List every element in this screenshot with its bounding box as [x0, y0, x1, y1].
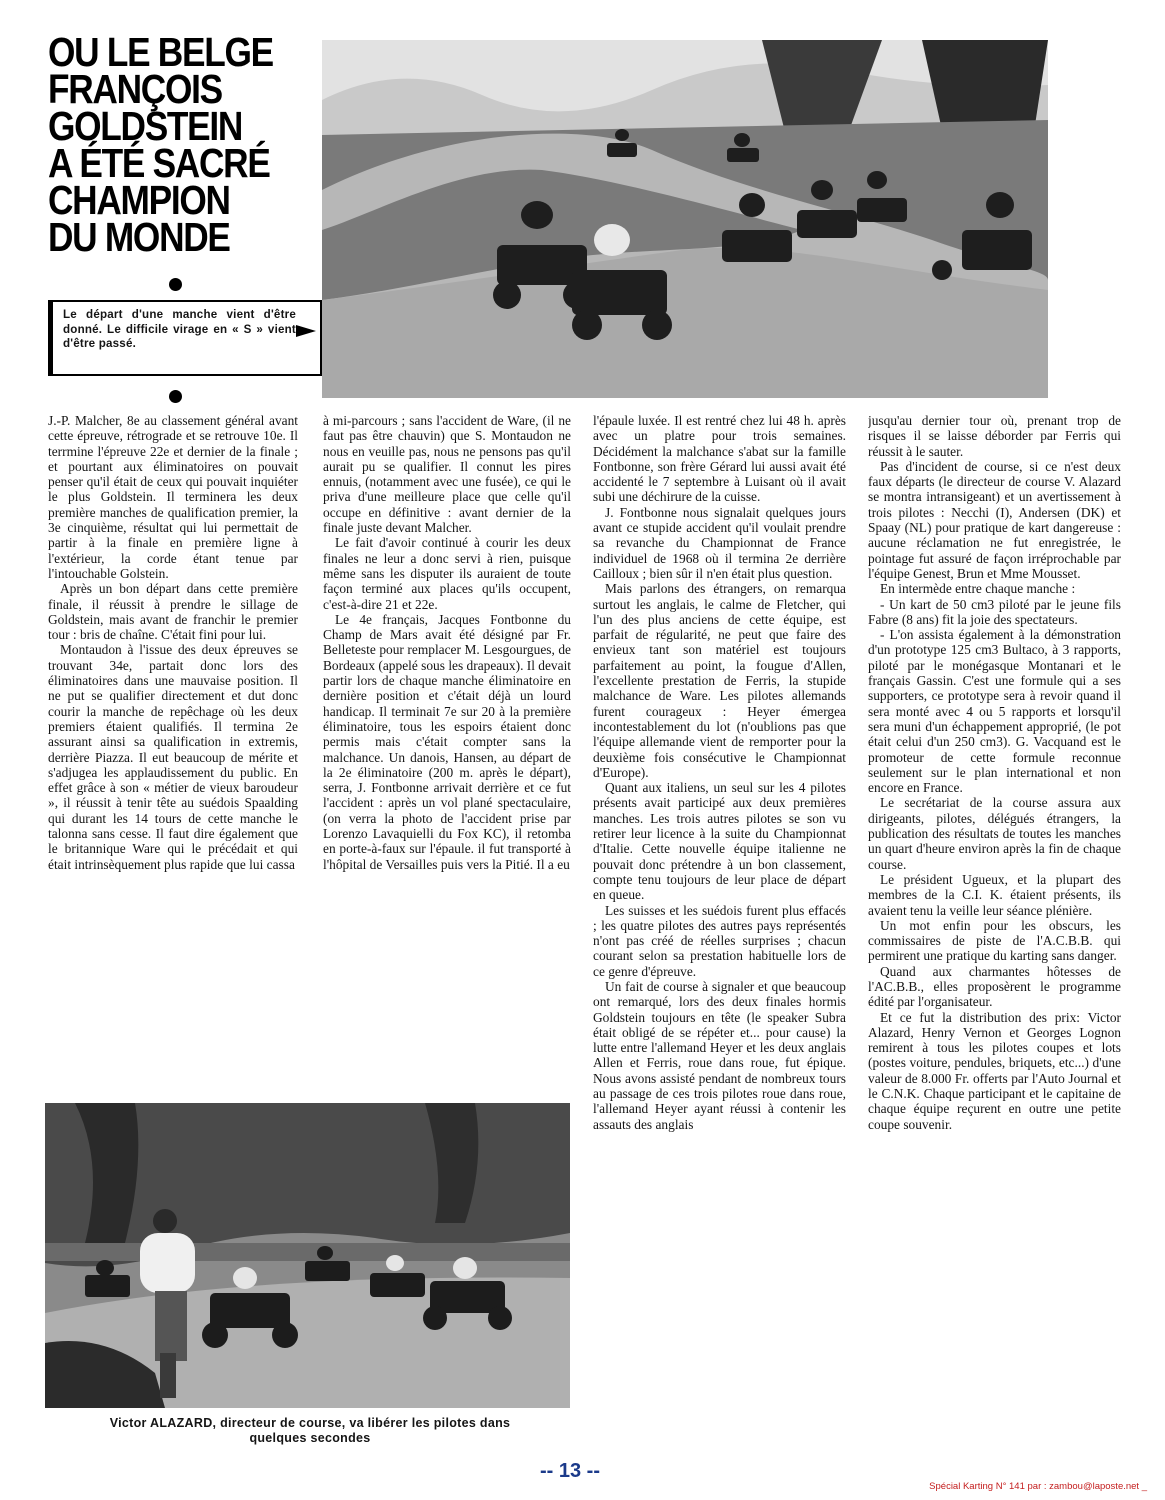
- caption-line: Victor ALAZARD, directeur de course, va libérer les pilotes dans: [109, 1416, 511, 1430]
- headline-line: GOLDSTEIN: [48, 103, 243, 149]
- headline-line: A ÉTÉ SACRÉ: [48, 140, 270, 186]
- arrow-right-icon: [296, 325, 316, 337]
- article-column-4: [868, 413, 1121, 1443]
- paragraph: Quant aux italiens, un seul sur les 4 pilotes présents avait participé aux deux premières manches. Les trois autres pilotes se son vu retirer leur licence à la suite du Championnat d'Italie. Cette nouvelle équipe italienne ne pouvait donc prétendre à un bon classement, compte tenu toujours de leur place de départ en queue.: [593, 780, 846, 903]
- headline-line: FRANÇOIS: [48, 66, 222, 112]
- article-column-2: [323, 413, 571, 1085]
- paragraph: J.-P. Malcher, 8e au classement général avant cette épreuve, rétrograde et se retrouve 10e. Il terrmine l'épreuve 22e et dernier de la finale ; et pourtant aux éliminatoires on pouvait penser qu'il était de ceux qui pouvait inquiéter le plus Goldstein. Il terminera les deux première manches de qualification premier, la 3e cinquième, résultat qui lui permettait de partir à la finale en première ligne à l'extérieur, la corde étant tenue par l'intouchable Golstein.: [48, 413, 298, 581]
- article-column-1: [48, 413, 298, 1085]
- bullet-dot-icon: [169, 390, 182, 403]
- headline-line: DU MONDE: [48, 214, 230, 260]
- article-column-3: [593, 413, 846, 1443]
- paragraph: jusqu'au dernier tour où, prenant trop de risques il se laisse déborder par Ferris qui réussit à le sauter.: [868, 413, 1121, 459]
- top-race-photo: [322, 40, 1048, 398]
- paragraph: Et ce fut la distribution des prix: Victor Alazard, Henry Vernon et Georges Lognon remirent à tous les pilotes coupes et lots (postes voiture, pendules, briquets, etc...) d'une valeur de 8.000 Fr. offerts par l'Auto Journal et le C.N.K. Chaque participant et le capitaine de chaque équipe reçurent en outre une petite coupe souvenir.: [868, 1009, 1121, 1132]
- page-number: -- 13 --: [540, 1460, 600, 1482]
- bottom-race-photo: [45, 1103, 570, 1408]
- paragraph: - Un kart de 50 cm3 piloté par le jeune fils Fabre (8 ans) fit la joie des spectateurs.: [868, 596, 1121, 627]
- paragraph: Le fait d'avoir continué à courir les deux finales ne leur a donc servi à rien, puisque même sans les disputer ils auraient de toute façon terminé aux places qu'ils occupent, c'est-à-dire 21 et 22e.: [323, 535, 571, 612]
- bottom-photo-caption: [40, 1416, 580, 1446]
- paragraph: Un mot enfin pour les obscurs, les commissaires de piste de l'A.C.B.B. qui permirent une pratique du karting sans danger.: [868, 917, 1121, 964]
- headline-line: CHAMPION: [48, 177, 230, 223]
- paragraph: - L'on assista également à la démonstration d'un prototype 125 cm3 Bultaco, à 3 rapports, piloté par le monégasque Montanari et le français Gassin. C'est une formule qui a ses supporters, ce prototype sera à revoir quand il sera monté avec 4 ou 5 rapports et lorsqu'il sera muni d'un échappement approprié, (le pot était celui d'un 250 cm3). G. Vacquand est le promoteur de cette formule reconnue seulement sur le plan international et non encore en France.: [868, 627, 1121, 796]
- paragraph: à mi-parcours ; sans l'accident de Ware, (il ne faut pas être chauvin) que S. Montaudon ne nous en veuille pas, nous ne pensons pas qu'il aurait pu se qualifier. Il connut les pires ennuis, (notamment avec une fusée), ce qui le priva d'une meilleure place que celle qu'il occupe en définitive : avant dernier de la finale juste devant Malcher.: [323, 413, 571, 536]
- paragraph: Le secrétariat de la course assura aux dirigeants, pilotes, délégués étrangers, la publication des résultats de toutes les manches un quart d'heure environ après la fin de chaque course.: [868, 795, 1121, 872]
- paragraph: Le 4e français, Jacques Fontbonne du Champ de Mars avait été désigné par Fr. Belleteste pour remplacer M. Lesgourgues, de Bordeaux (appelé sous les drapeaux). Il devait partir lors de chaque manche éliminatoire en dernière position et c'était déjà un lourd handicap. Il terminait 7e sur 20 à la première éliminatoire, tous les espoirs étaient donc permis mais c'était compter sans la malchance. Un danois, Hansen, au départ de la 2e éliminatoire (200 m. après le départ), serra, J. Fontbonne arrivait derrière et ce fut l'accident : après un vol plané spectaculaire, (on verra la photo de l'accident prise par Lorenzo Lavaquielli du Fox KC), il retomba en porte-à-faux sur l'épaule. il fut transporté à l'hôpital de Versailles puis vers la Pitié. Il a eu: [323, 611, 571, 872]
- paragraph: J. Fontbonne nous signalait quelques jours avant ce stupide accident qu'il voulait prendre sa revanche du Championnat de France individuel de 1968 où il termina 2e derrière Cailloux ; bien sûr il n'en était plus question.: [593, 504, 846, 581]
- paragraph: Le président Ugueux, et la plupart des membres de la C.I. K. étaient présents, ils avaient tenu la veille leur séance plénière.: [868, 871, 1121, 918]
- paragraph: Quand aux charmantes hôtesses de l'AC.B.B., elles proposèrent le programme édité par l'organisateur.: [868, 963, 1121, 1010]
- paragraph: l'épaule luxée. Il est rentré chez lui 48 h. après avec un platre pour trois semaines. Décidément la malchance s'abat sur la famille Fontbonne, son frère Gérard lui aussi avait été accidenté le 7 septembre à Luisant où il avait subi une déchirure de la cuisse.: [593, 413, 846, 505]
- bullet-dot-icon: [169, 278, 182, 291]
- paragraph: Montaudon à l'issue des deux épreuves se trouvant 34e, partait donc lors des éliminatoires dans une mauvaise position. Il ne put se qualifier directement et dut donc courir la manche de repêchage où les deux premiers étaient qualifiés. Il termina 2e assurant ainsi sa qualification in extremis, derrière Piazza. Il eut beaucoup de mérite et s'adjugea les applaudissement du public. En effet grâce à son « métier de vieux baroudeur », il réussit à tenir tête au suédois Spaalding qui durant les 14 tours de cette manche le talonna sans cesse. Il faut dire également que le britannique Ware qui le précédait et qui était intrinsèquement plus rapide que lui cassa: [48, 642, 298, 872]
- top-photo-caption: Le départ d'une manche vient d'être donné. Le difficile virage en « S » vient d'être passé.: [63, 308, 296, 350]
- top-photo-caption-box: [48, 300, 322, 376]
- paragraph: Pas d'incident de course, si ce n'est deux faux départs (le directeur de course V. Alazard se montra intransigeant) et un avertissement à trois pilotes : Necchi (I), Andersen (DK) et Spaay (NL) pour pratique de kart dangereuse : aucune réclamation ne fut enregistrée, le pointage fut assuré de façon irréprochable par l'équipe Genest, Brun et Mme Mousset.: [868, 458, 1121, 581]
- article-headline: [48, 29, 282, 260]
- paragraph: En intermède entre chaque manche :: [880, 581, 1076, 597]
- paragraph: Après un bon départ dans cette première finale, il réussit à prendre le sillage de Goldstein, mais avant de franchir le premier tour : bris de chaîne. C'était fini pour lui.: [48, 581, 298, 643]
- caption-line: quelques secondes: [249, 1431, 371, 1445]
- paragraph: Mais parlons des étrangers, on remarqua surtout les anglais, le calme de Fletcher, qui l'un des plus anciens de cette équipe, est parfait de régularité, ne peut que faire des envieux tant son matériel est toujours parfaitement au point, la fougue d'Allen, l'excellente prestation de Ferris, la stupide malchance de Ware. Les pilotes allemands furent courageux : Heyer émergea incontestablement du lot (n'oublions pas que l'équipe allemande vient de remporter pour la deuxième fois consécutive le Championnat d'Europe).: [593, 581, 846, 780]
- paragraph: Un fait de course à signaler et que beaucoup ont remarqué, lors des deux finales hormis Goldstein toujours en tête (le speaker Subra était obligé de se répéter et... pour cause) la lutte entre l'allemand Heyer et les deux anglais Allen et Ferris, roue dans roue, fut épique. Nous avons assisté pendant de nombreux tours au passage de ces trois pilotes roue dans roue, l'allemand Heyer ayant réussi à contenir les assauts des anglais: [593, 978, 846, 1132]
- footer-credit: Spécial Karting N° 141 par : zambou@laposte.net _: [929, 1481, 1147, 1492]
- paragraph: Les suisses et les suédois furent plus effacés ; les quatre pilotes des autres pays représentés n'ont pas créé de réelles surprises ; chacun courant selon sa prestation habituelle lors de ce genre d'épreuve.: [593, 902, 846, 979]
- headline-line: OU LE BELGE: [48, 29, 273, 75]
